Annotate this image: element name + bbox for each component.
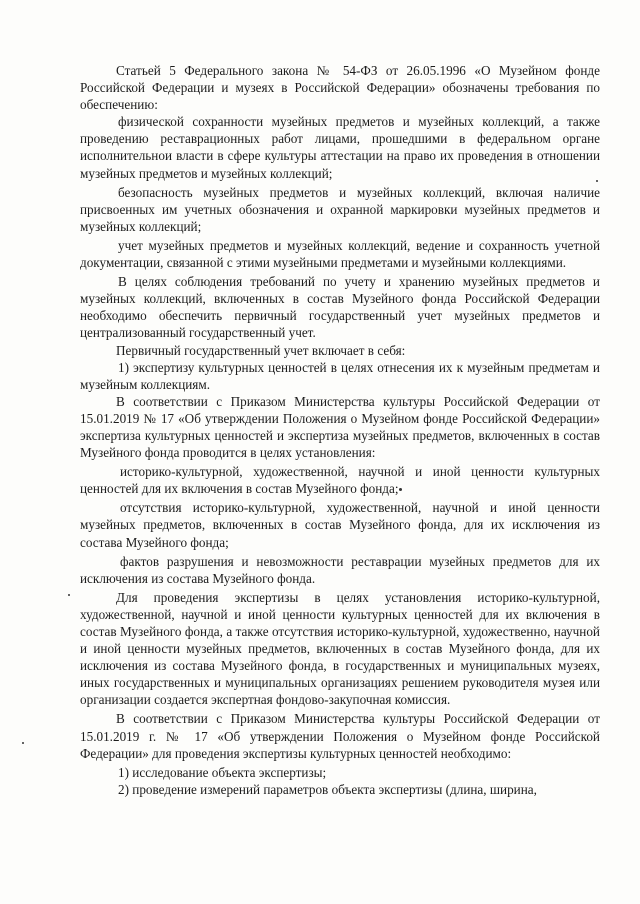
paragraph-law-intro: Статьей 5 Федерального закона № 54-ФЗ от 26.05.1996 «О Музейном фонде Российской Федерации и музеях в Российской Федерации» обозначены требования по обеспечению: — [80, 63, 600, 113]
paragraph-order-17-purposes: В соответствии с Приказом Министерства культуры Российской Федерации от 15.01.2019 № 17 «Об утверждении Положения о Музейном фонде Российской Федерации» экспертиза культурных ценностей и экспертиза музейных предметов, включенных в состав Музейного фонда проводится в целях установления: — [80, 393, 600, 461]
paragraph-physical-safety: физической сохранности музейных предметов и музейных коллекций, а также проведению реставрационных работ лицами, прошедшими в федеральном органе исполнительнои власти в сфере культуры аттестации на право их проведения в отношении музейных предметов и музейных коллекций; — [80, 114, 600, 181]
paragraph-accounting: учет музейных предметов и музейных коллекций, ведение и сохранность учетной документации, связанной с этими музейными предметами и музейными коллекциями. — [80, 237, 600, 271]
paragraph-destruction-facts: фактов разрушения и невозможности реставрации музейных предметов для их исключения из состава Музейного фонда. — [80, 553, 600, 586]
scan-speck — [399, 488, 402, 491]
paragraph-step-measurements: 2) проведение измерений параметров объекта экспертизы (длина, ширина, — [118, 781, 537, 797]
paragraph-step-research: 1) исследование объекта экспертизы; — [118, 764, 327, 780]
paragraph-order-17-requirements: В соответствии с Приказом Министерства культуры Российской Федерации от 15.01.2019 г. № 17 «Об утверждении Положения о Музейном фонде Российской Федерации» для проведения экспертизы культурных ценностей необходимо: — [80, 711, 600, 761]
scan-speck — [596, 180, 598, 182]
paragraph-primary-accounting: Первичный государственный учет включает в себя: — [116, 342, 406, 358]
paragraph-requirements-purpose: В целях соблюдения требований по учету и хранению музейных предметов и музейных коллекций, включенных в состав Музейного фонда Российской Федерации необходимо обеспечить первичный государственный учет музейных предметов и централизованный государственный учет. — [80, 274, 600, 341]
paragraph-item-expertise: 1) экспертизу культурных ценностей в целях отнесения их к музейным предметам и музейным коллекциям. — [80, 359, 600, 392]
paragraph-security: безопасность музейных предметов и музейных коллекций, включая наличие присвоенных им учетных обозначения и охранной маркировки музейных предметов и музейных коллекций; — [80, 184, 600, 234]
paragraph-value-inclusion: историко-культурной, художественной, научной и иной ценности культурных ценностей для их включения в состав Музейного фонда; — [80, 464, 600, 497]
scan-speck — [68, 594, 70, 596]
paragraph-value-absence: отсутствия историко-культурной, художественной, научной и иной ценности музейных предметов, включенных в состав Музейного фонда, для их исключения из состава Музейного фонда; — [80, 500, 600, 550]
scan-speck — [22, 742, 24, 744]
paragraph-expert-commission: Для проведения экспертизы в целях установления историко-культурной, художественной, научной и иной ценности культурных ценностей для их включения в состав Музейного фонда, а также отсутствия историко-культурной, художественно, научной и иной ценности музейных предметов, включенных в состав Музейного фонда, для их исключения из состава Музейного фонда, в государственных и муниципальных музеях, иных государственных и муниципальных организациях решением руководителя музея или организации создается экспертная фондово-закупочная комиссия. — [80, 589, 600, 708]
document-page — [80, 62, 600, 798]
